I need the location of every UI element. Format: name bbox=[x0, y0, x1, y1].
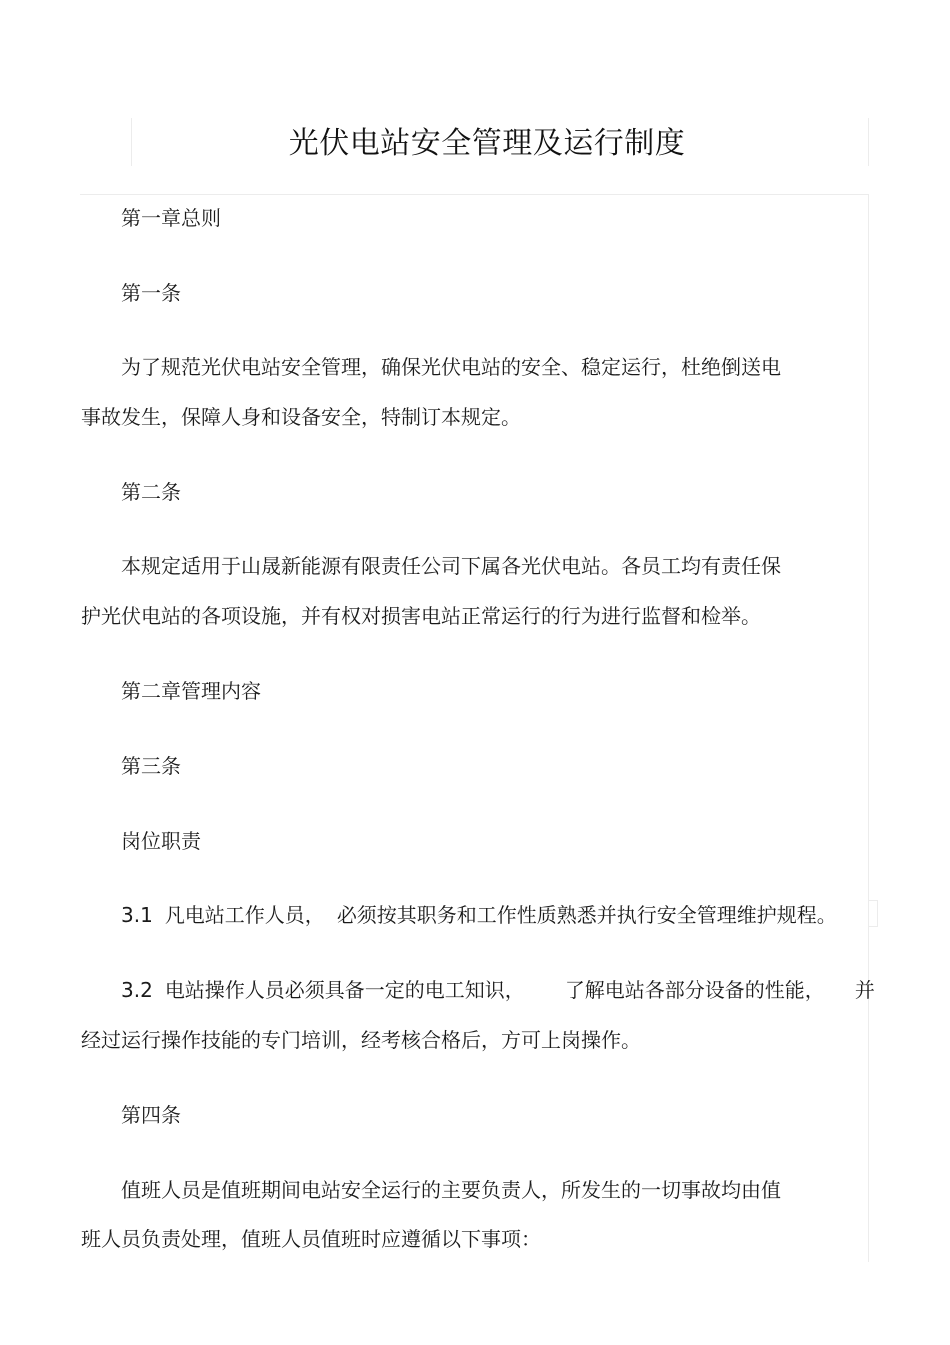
item-3-2-text-part-3: 并 bbox=[854, 978, 875, 1002]
title-box-bottom-border bbox=[80, 194, 869, 195]
item-3-2-text-part-2: 了解电站各部分设备的性能， bbox=[564, 978, 825, 1002]
chapter-2-heading: 第二章管理内容 bbox=[121, 679, 261, 703]
item-3-1-number: 3.1 bbox=[121, 903, 153, 927]
item-3-1-text-part-2: 必须按其职务和工作性质熟悉并执行安全管理维护规程。 bbox=[336, 903, 837, 927]
item-3-1-text-part-1: 凡电站工作人员， bbox=[164, 903, 325, 927]
chapter-1-heading: 第一章总则 bbox=[121, 206, 221, 230]
article-1-heading: 第一条 bbox=[121, 281, 181, 305]
body-right-notch-bottom bbox=[868, 926, 878, 927]
article-4-heading: 第四条 bbox=[121, 1103, 181, 1127]
article-3-subheading: 岗位职责 bbox=[121, 829, 201, 853]
article-1-line-1: 为了规范光伏电站安全管理，确保光伏电站的安全、稳定运行，杜绝倒送电 bbox=[121, 355, 781, 379]
document-title: 光伏电站安全管理及运行制度 bbox=[288, 126, 686, 161]
body-right-notch-vertical bbox=[877, 900, 878, 927]
article-4-line-2: 班人员负责处理，值班人员值班时应遵循以下事项： bbox=[81, 1227, 541, 1251]
article-2-heading: 第二条 bbox=[121, 480, 181, 504]
item-3-1 bbox=[121, 901, 837, 929]
item-3-2-text-part-1: 电站操作人员必须具备一定的电工知识， bbox=[164, 978, 525, 1002]
article-4-line-1: 值班人员是值班期间电站安全运行的主要负责人，所发生的一切事故均由值 bbox=[121, 1178, 781, 1202]
article-3-heading: 第三条 bbox=[121, 754, 181, 778]
item-3-2-line-2: 经过运行操作技能的专门培训，经考核合格后，方可上岗操作。 bbox=[81, 1028, 641, 1052]
item-3-2 bbox=[121, 976, 875, 1004]
body-right-border bbox=[868, 194, 869, 1262]
article-1-line-2: 事故发生，保障人身和设备安全，特制订本规定。 bbox=[81, 405, 521, 429]
article-2-line-1: 本规定适用于山晟新能源有限责任公司下属各光伏电站。各员工均有责任保 bbox=[121, 554, 781, 578]
item-3-2-number: 3.2 bbox=[121, 978, 153, 1002]
article-2-line-2: 护光伏电站的各项设施，并有权对损害电站正常运行的行为进行监督和检举。 bbox=[81, 604, 761, 628]
